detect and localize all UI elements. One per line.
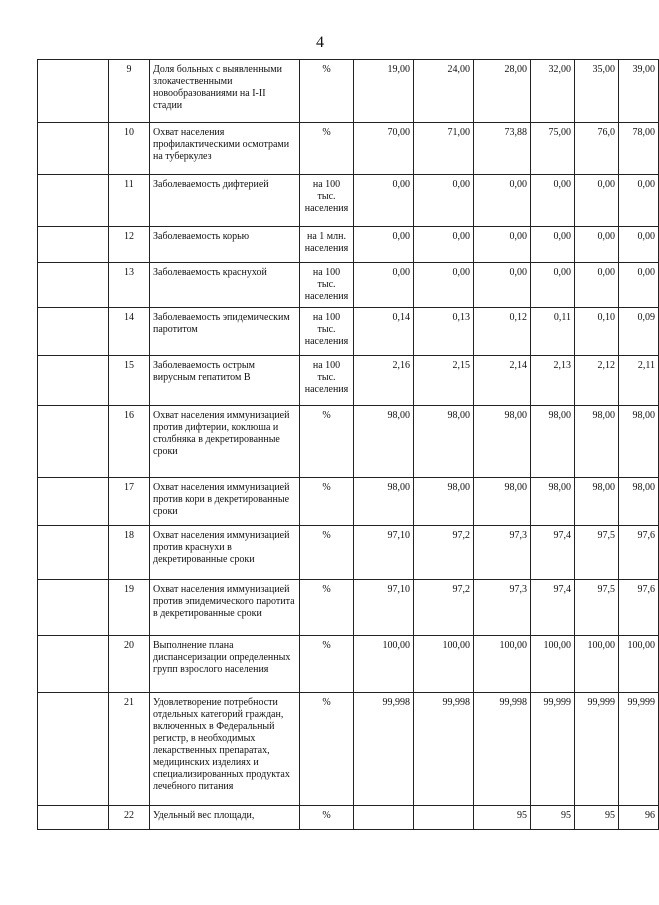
indicator-name: Охват населения иммунизацией против кори в декретированные сроки (150, 478, 300, 526)
value-cell: 97,3 (474, 580, 531, 636)
unit-cell: % (300, 636, 354, 693)
value-cell: 97,6 (619, 526, 659, 580)
table-row (38, 580, 659, 636)
indicator-name: Охват населения иммунизацией против эпидемического паротита в декретированные сроки (150, 580, 300, 636)
value-cell: 97,6 (619, 580, 659, 636)
unit-cell: % (300, 806, 354, 830)
group-cell (38, 263, 109, 308)
value-cell: 0,00 (414, 263, 474, 308)
value-cell: 99,999 (531, 693, 575, 806)
table-row (38, 356, 659, 406)
value-cell: 99,999 (575, 693, 619, 806)
table-row (38, 406, 659, 478)
indicator-name: Охват населения иммунизацией против краснухи в декретированные сроки (150, 526, 300, 580)
value-cell: 0,00 (354, 175, 414, 227)
row-number: 13 (109, 263, 150, 308)
value-cell: 97,3 (474, 526, 531, 580)
indicator-name: Выполнение плана диспансеризации определенных групп взрослого населения (150, 636, 300, 693)
value-cell: 0,00 (474, 175, 531, 227)
value-cell: 70,00 (354, 123, 414, 175)
value-cell: 19,00 (354, 60, 414, 123)
value-cell: 95 (531, 806, 575, 830)
value-cell: 95 (575, 806, 619, 830)
value-cell: 95 (474, 806, 531, 830)
row-number: 19 (109, 580, 150, 636)
value-cell: 100,00 (354, 636, 414, 693)
value-cell: 0,12 (474, 308, 531, 356)
page-number: 4 (316, 34, 324, 51)
table-row (38, 526, 659, 580)
group-cell (38, 636, 109, 693)
group-cell (38, 60, 109, 123)
row-number: 15 (109, 356, 150, 406)
value-cell: 0,00 (531, 227, 575, 263)
row-number: 21 (109, 693, 150, 806)
indicator-name: Заболеваемость корью (150, 227, 300, 263)
value-cell: 98,00 (474, 478, 531, 526)
value-cell: 75,00 (531, 123, 575, 175)
table-row (38, 806, 659, 830)
group-cell (38, 227, 109, 263)
value-cell: 35,00 (575, 60, 619, 123)
value-cell: 100,00 (575, 636, 619, 693)
indicators-table (37, 59, 659, 830)
value-cell: 28,00 (474, 60, 531, 123)
value-cell: 0,00 (531, 263, 575, 308)
value-cell: 0,09 (619, 308, 659, 356)
indicator-name: Заболеваемость дифтерией (150, 175, 300, 227)
value-cell: 97,10 (354, 526, 414, 580)
value-cell: 99,998 (354, 693, 414, 806)
table-row (38, 175, 659, 227)
value-cell: 0,00 (531, 175, 575, 227)
indicator-name: Заболеваемость краснухой (150, 263, 300, 308)
value-cell: 2,14 (474, 356, 531, 406)
table-row (38, 263, 659, 308)
unit-cell: % (300, 693, 354, 806)
value-cell: 0,00 (575, 227, 619, 263)
value-cell: 98,00 (619, 478, 659, 526)
value-cell: 98,00 (354, 406, 414, 478)
value-cell: 97,5 (575, 526, 619, 580)
value-cell: 2,12 (575, 356, 619, 406)
group-cell (38, 308, 109, 356)
table-row (38, 693, 659, 806)
row-number: 22 (109, 806, 150, 830)
value-cell: 98,00 (414, 406, 474, 478)
table-row (38, 308, 659, 356)
row-number: 10 (109, 123, 150, 175)
row-number: 18 (109, 526, 150, 580)
indicator-name: Охват населения иммунизацией против дифтерии, коклюша и столбняка в декретированные сроки (150, 406, 300, 478)
value-cell: 39,00 (619, 60, 659, 123)
value-cell: 100,00 (474, 636, 531, 693)
indicator-name: Заболеваемость эпидемическим паротитом (150, 308, 300, 356)
value-cell: 100,00 (414, 636, 474, 693)
unit-cell: % (300, 60, 354, 123)
value-cell: 97,2 (414, 580, 474, 636)
value-cell: 97,4 (531, 526, 575, 580)
row-number: 14 (109, 308, 150, 356)
value-cell (354, 806, 414, 830)
value-cell: 0,00 (474, 227, 531, 263)
value-cell: 76,0 (575, 123, 619, 175)
unit-cell: % (300, 123, 354, 175)
group-cell (38, 175, 109, 227)
value-cell: 0,00 (619, 175, 659, 227)
value-cell: 0,00 (619, 227, 659, 263)
value-cell: 0,13 (414, 308, 474, 356)
value-cell: 100,00 (531, 636, 575, 693)
value-cell: 97,4 (531, 580, 575, 636)
group-cell (38, 478, 109, 526)
unit-cell: % (300, 406, 354, 478)
group-cell (38, 806, 109, 830)
value-cell: 0,10 (575, 308, 619, 356)
value-cell: 0,00 (575, 175, 619, 227)
value-cell (414, 806, 474, 830)
value-cell: 96 (619, 806, 659, 830)
value-cell: 0,00 (619, 263, 659, 308)
table-row (38, 227, 659, 263)
value-cell: 32,00 (531, 60, 575, 123)
value-cell: 0,11 (531, 308, 575, 356)
indicator-name: Доля больных с выявленными злокачественными новообразованиями на I-II стадии (150, 60, 300, 123)
unit-cell: % (300, 580, 354, 636)
value-cell: 98,00 (575, 406, 619, 478)
table-row (38, 636, 659, 693)
value-cell: 2,15 (414, 356, 474, 406)
value-cell: 0,00 (414, 175, 474, 227)
value-cell: 98,00 (414, 478, 474, 526)
value-cell: 99,998 (474, 693, 531, 806)
indicator-name: Заболеваемость острым вирусным гепатитом В (150, 356, 300, 406)
value-cell: 99,998 (414, 693, 474, 806)
indicator-name: Удельный вес площади, (150, 806, 300, 830)
table-row (38, 60, 659, 123)
value-cell: 73,88 (474, 123, 531, 175)
group-cell (38, 406, 109, 478)
group-cell (38, 693, 109, 806)
value-cell: 97,2 (414, 526, 474, 580)
unit-cell: на 1 млн. населения (300, 227, 354, 263)
value-cell: 0,00 (354, 227, 414, 263)
value-cell: 2,11 (619, 356, 659, 406)
group-cell (38, 123, 109, 175)
group-cell (38, 356, 109, 406)
table-row (38, 123, 659, 175)
value-cell: 98,00 (474, 406, 531, 478)
row-number: 9 (109, 60, 150, 123)
value-cell: 98,00 (575, 478, 619, 526)
value-cell: 71,00 (414, 123, 474, 175)
indicator-name: Охват населения профилактическими осмотрами на туберкулез (150, 123, 300, 175)
value-cell: 99,999 (619, 693, 659, 806)
unit-cell: % (300, 478, 354, 526)
group-cell (38, 526, 109, 580)
unit-cell: на 100 тыс. населения (300, 263, 354, 308)
value-cell: 98,00 (619, 406, 659, 478)
unit-cell: на 100 тыс. населения (300, 175, 354, 227)
value-cell: 0,00 (575, 263, 619, 308)
value-cell: 0,00 (474, 263, 531, 308)
unit-cell: % (300, 526, 354, 580)
value-cell: 0,00 (354, 263, 414, 308)
value-cell: 98,00 (531, 478, 575, 526)
group-cell (38, 580, 109, 636)
row-number: 11 (109, 175, 150, 227)
value-cell: 98,00 (354, 478, 414, 526)
row-number: 12 (109, 227, 150, 263)
row-number: 16 (109, 406, 150, 478)
value-cell: 97,5 (575, 580, 619, 636)
unit-cell: на 100 тыс. населения (300, 356, 354, 406)
value-cell: 0,14 (354, 308, 414, 356)
row-number: 20 (109, 636, 150, 693)
value-cell: 78,00 (619, 123, 659, 175)
value-cell: 97,10 (354, 580, 414, 636)
value-cell: 2,16 (354, 356, 414, 406)
row-number: 17 (109, 478, 150, 526)
table-row (38, 478, 659, 526)
value-cell: 0,00 (414, 227, 474, 263)
value-cell: 100,00 (619, 636, 659, 693)
indicator-name: Удовлетворение потребности отдельных категорий граждан, включенных в Федеральный регистр, в необходимых лекарственных препаратах, медицинских изделиях и специализированных продуктах лечебного питания (150, 693, 300, 806)
value-cell: 98,00 (531, 406, 575, 478)
unit-cell: на 100 тыс. населения (300, 308, 354, 356)
value-cell: 2,13 (531, 356, 575, 406)
value-cell: 24,00 (414, 60, 474, 123)
